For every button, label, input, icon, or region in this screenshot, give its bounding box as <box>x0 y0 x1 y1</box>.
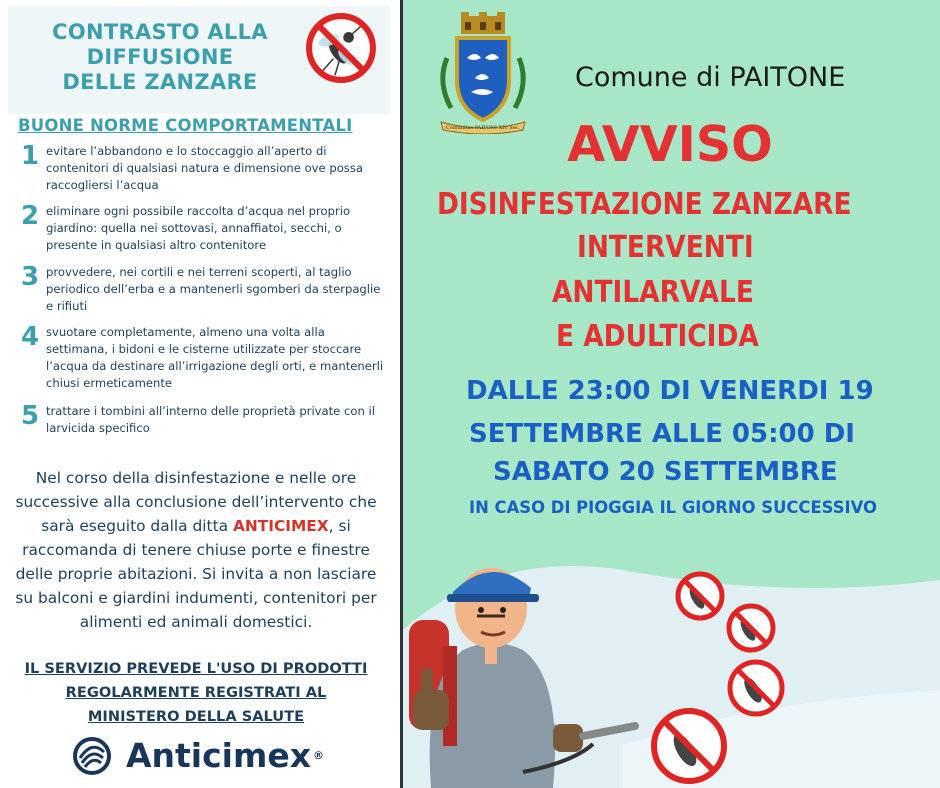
rule-number: 5 <box>20 401 40 431</box>
rule-number: 1 <box>20 141 40 171</box>
rule-number: 3 <box>20 262 40 292</box>
exterminator-illustration <box>403 540 940 788</box>
blue-line-1: DALLE 23:00 DI VENERDI 19 <box>466 376 874 406</box>
red-line-3: ANTILARVALE <box>552 275 754 310</box>
rule-number: 4 <box>20 322 40 352</box>
service-line: REGOLARMENTE REGISTRATI AL <box>65 684 327 701</box>
logo-text <box>126 735 324 777</box>
rule-text: provvedere, nei cortili e nei terreni scoperti, al taglio periodico dell’erba e a mantenerli sgomberi da sterpaglie e rifiuti <box>46 265 381 313</box>
red-line-4: E ADULTICIDA <box>556 319 759 354</box>
paragraph-text: Nel corso della disinfestazione e nelle ore successive alla conclusione dell’intervento che sarà eseguito dalla ditta <box>15 469 377 535</box>
company-name: ANTICIMEX <box>232 517 329 535</box>
disinfestation-paragraph <box>12 466 380 634</box>
blue-line-2: SETTEMBRE ALLE 05:00 DI <box>469 419 855 449</box>
no-mosquito-icon <box>727 604 775 652</box>
rule-text: svuotare completamente, almeno una volta alla settimana, i bidoni e le cisterne utilizzate per stoccare l’acqua da destinare all’irrigazione degli orti, e mantenerli chiusi ermeticamente <box>46 325 384 390</box>
no-mosquito-icon <box>728 660 784 716</box>
rule-number: 2 <box>20 201 40 231</box>
avviso-heading: AVVISO <box>567 116 773 173</box>
anticimex-logo <box>70 734 340 778</box>
anticimex-swirl-icon <box>70 736 114 776</box>
service-notice <box>12 657 380 729</box>
left-title <box>30 20 290 95</box>
no-mosquito-icon <box>303 10 379 86</box>
crest-motto: Comunitas PAITONI XIV Sec. <box>445 125 521 131</box>
paragraph-text: , si raccomanda di tenere chiuse porte e finestre delle proprie abitazioni. Si invita a non lasciare su balconi e giardini indumenti, contenitori per alimenti ed animali domestici. <box>15 517 377 631</box>
title-line: DELLE ZANZARE <box>62 70 258 94</box>
title-line: CONTRASTO ALLA <box>52 20 268 44</box>
rule-text: evitare l’abbandono e lo stoccaggio all’aperto di contenitori di qualsiasi natura e dimensione ove possa raccogliersi l’acqua <box>46 144 363 192</box>
left-panel <box>0 0 400 788</box>
title-line: DIFFUSIONE <box>86 45 234 69</box>
rule-text: eliminare ogni possibile raccolta d’acqua nel proprio giardino: quella nei sottovasi, annaffiatoi, secchi, o presente in qualsiasi altro contenitore <box>46 204 351 252</box>
rain-note: IN CASO DI PIOGGIA IL GIORNO SUCCESSIVO <box>469 498 877 517</box>
no-mosquito-icon <box>676 572 724 620</box>
blue-line-3: SABATO 20 SETTEMBRE <box>493 457 838 487</box>
service-line: IL SERVIZIO PREVEDE L'USO DI PRODOTTI <box>24 660 368 677</box>
rule-text: trattare i tombini all’interno delle proprietà private con il larvicida specifico <box>46 404 375 435</box>
registered-mark: ® <box>313 749 325 762</box>
red-line-2: INTERVENTI <box>577 230 754 265</box>
town-crest-icon <box>437 12 529 134</box>
norme-heading: BUONE NORME COMPORTAMENTALI <box>18 116 353 135</box>
service-line: MINISTERO DELLA SALUTE <box>87 708 305 725</box>
red-line-1: DISINFESTAZIONE ZANZARE <box>437 187 852 222</box>
logo-wordmark: Anticimex <box>126 736 312 775</box>
municipality-name: Comune di PAITONE <box>575 62 846 93</box>
no-mosquito-icon <box>651 708 727 784</box>
